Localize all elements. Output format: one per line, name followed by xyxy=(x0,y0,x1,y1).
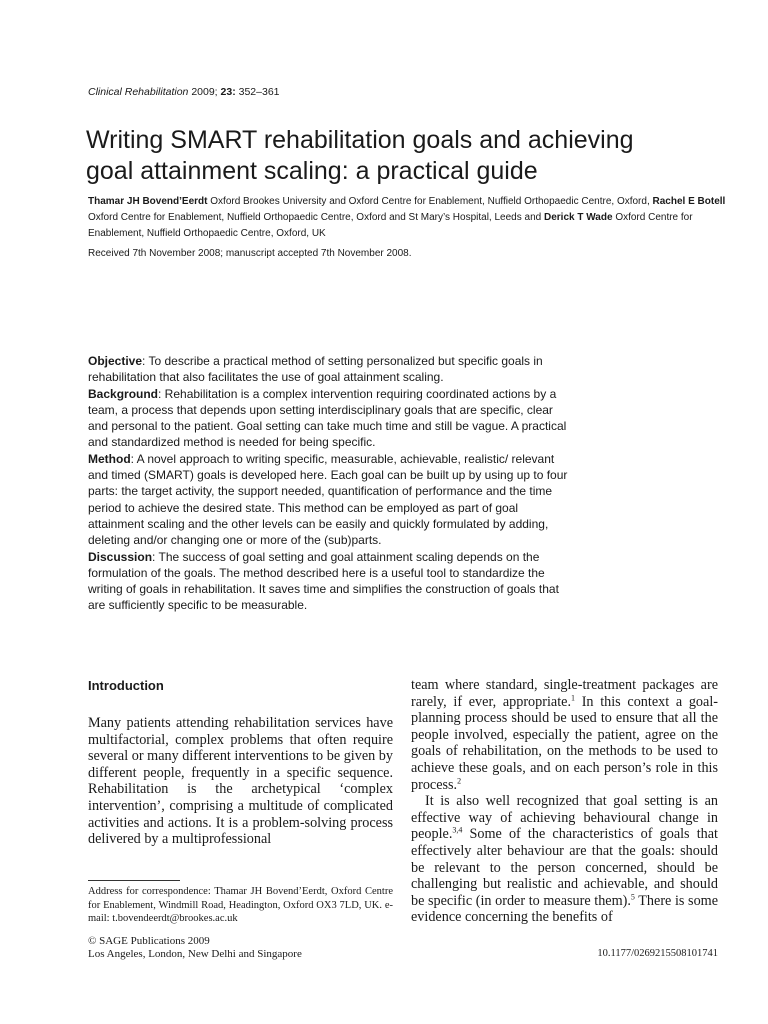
abstract-label: Background xyxy=(88,386,159,401)
section-heading: Introduction xyxy=(88,678,164,693)
author-affiliation: Oxford Brookes University and Oxford Centre for Enablement, Nuffield Orthopaedic Centre, Oxford, xyxy=(210,196,650,207)
body-paragraph: team where standard, single-treatment packages are rarely, if ever, appropriate.$^1$ In this context a goal-planning process should be used to ensure that all the people involved, especially the patient, agree on the goals of rehabilitation, on the methods to be used to achieve these goals, and on each person’s role in this process.$^2$ xyxy=(411,677,718,793)
body-paragraph: It is also well recognized that goal setting is an effective way of achieving behavioural change in people.$^{3,4}$ Some of the characteristics of goals that effectively alter behaviour are that the goals: should be relevant to the person concerned, should be challenging but realistic and achievable, and should be specific (in order to measure them).$^5$ There is some evidence concerning the benefits of xyxy=(411,793,718,926)
abstract-section xyxy=(88,353,568,386)
article-title: Writing SMART rehabilitation goals and achieving goal attainment scaling: a practical guide xyxy=(86,126,634,185)
abstract-label: Discussion xyxy=(88,549,153,564)
reference-marker[interactable]: 5 xyxy=(630,891,635,901)
abstract-section xyxy=(88,451,568,549)
abstract-text: : The success of goal setting and goal attainment scaling depends on the formulation of the goals. The method described here is a useful tool to standardize the writing of goals in rehabilitation. It saves time and simplifies the construction of goals that are sufficiently specific to be measurable. xyxy=(88,549,559,613)
author-affiliation: Oxford Centre for Enablement, Nuffield Orthopaedic Centre, Oxford and St Mary’s Hospital, Leeds and xyxy=(88,212,542,223)
author-name: Derick T Wade xyxy=(543,212,613,223)
reference-marker[interactable]: 1 xyxy=(571,692,575,702)
journal-citation xyxy=(88,86,280,98)
copyright-notice xyxy=(88,935,302,961)
abstract-label: Method xyxy=(88,451,131,466)
body-paragraph: Many patients attending rehabilitation services have multifactorial, complex problems that often require several or many different interventions to be given by different people, frequently in a specific sequence. Rehabilitation is the archetypical ‘complex intervention’, comprising a multitude of complicated activities and actions. It is a problem-solving process delivered by a multiprofessional xyxy=(88,715,393,848)
author-name: Rachel E Botell xyxy=(652,196,726,207)
journal-volume: 23: xyxy=(220,86,236,98)
publisher-locations: Los Angeles, London, New Delhi and Singapore xyxy=(88,948,302,960)
reference-marker[interactable]: 3,4 xyxy=(452,825,463,835)
body-column-right xyxy=(411,677,718,926)
journal-year: 2009; xyxy=(191,86,218,98)
author-affiliation: Oxford Centre for Enablement, Nuffield Orthopaedic Centre, Oxford, UK xyxy=(88,212,693,239)
journal-pages: 352–361 xyxy=(238,86,280,98)
footnote-divider xyxy=(88,880,180,881)
reference-marker[interactable]: 2 xyxy=(457,775,462,785)
copyright-line: © SAGE Publications 2009 xyxy=(88,935,210,947)
abstract-label: Objective xyxy=(88,354,143,368)
abstract-text: : To describe a practical method of setting personalized but specific goals in rehabilitation that also facilitates the use of goal attainment scaling. xyxy=(88,354,543,385)
abstract xyxy=(88,353,568,614)
abstract-text: : Rehabilitation is a complex intervention requiring coordinated actions by a team, a process that depends upon setting interdisciplinary goals that are specific, clear and personal to the patient. Goal setting can take much time and still be vague. A practical and standardized method is needed for being specific. xyxy=(88,386,567,450)
journal-name: Clinical Rehabilitation xyxy=(88,86,189,98)
correspondence-address: Address for correspondence: Thamar JH Bovend’Eerdt, Oxford Centre for Enablement, Windmill Road, Headington, Oxford OX3 7LD, UK. e-mail: t.bovendeerdt@brookes.ac.uk xyxy=(88,886,393,925)
abstract-section xyxy=(88,386,568,451)
author-list xyxy=(88,194,728,242)
abstract-text: : A novel approach to writing specific, measurable, achievable, realistic/ relevant and timed (SMART) goals is developed here. Each goal can be built up by using up to four parts: the target activity, the support needed, quantification of performance and the time period to achieve the desired state. This method can be employed as part of goal attainment scaling and the other levels can be easily and quickly formulated by adding, deleting and/or changing one or more of the (sub)parts. xyxy=(88,451,568,548)
abstract-section xyxy=(88,549,568,614)
body-column-left xyxy=(88,715,393,848)
received-date: Received 7th November 2008; manuscript accepted 7th November 2008. xyxy=(88,248,412,259)
author-name: Thamar JH Bovend’Eerdt xyxy=(88,196,208,207)
doi[interactable]: 10.1177/0269215508101741 xyxy=(597,948,718,959)
